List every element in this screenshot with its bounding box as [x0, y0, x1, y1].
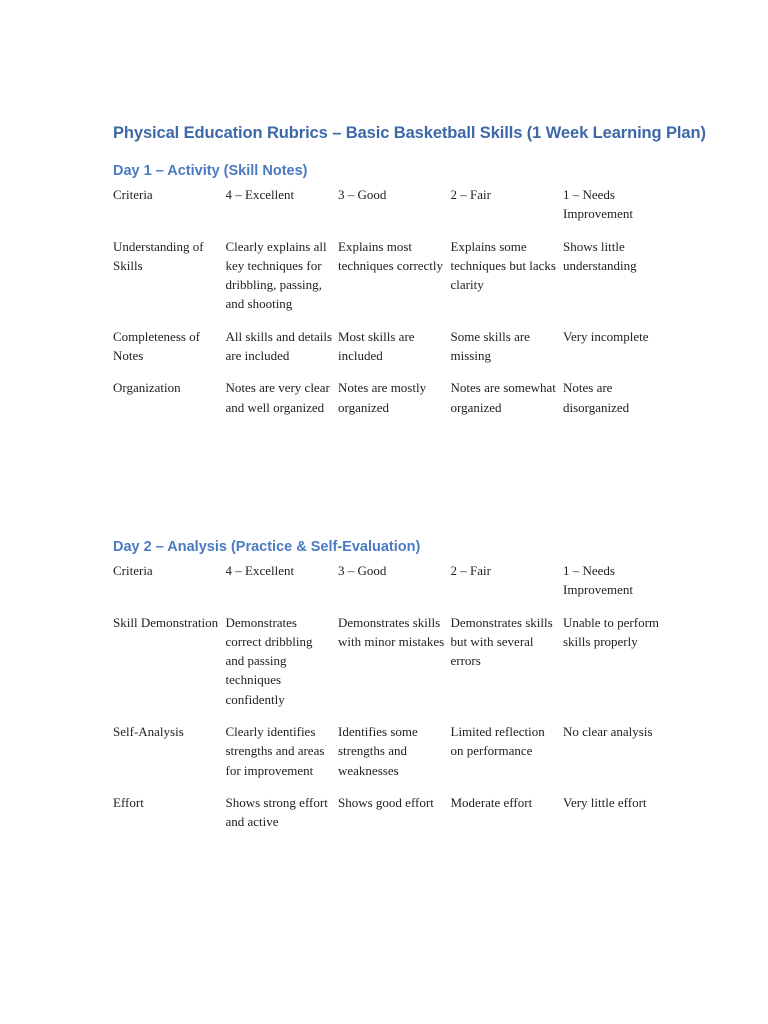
- column-header: 4 – Excellent: [225, 563, 295, 578]
- column-header: 2 – Fair: [450, 187, 491, 202]
- column-header: Criteria: [113, 187, 153, 202]
- table-cell: Explains some techniques but lacks clarity: [450, 238, 556, 293]
- table-header-row: [113, 561, 676, 613]
- table-row: [113, 793, 676, 845]
- table-cell: Very little effort: [563, 794, 647, 810]
- column-header: 3 – Good: [338, 187, 387, 202]
- criteria-cell: Completeness of Notes: [113, 328, 201, 364]
- table-row: [113, 327, 676, 379]
- table-cell: No clear analysis: [563, 724, 653, 740]
- table-cell: Shows good effort: [338, 794, 434, 810]
- table-cell: Demonstrates skills but with several errors: [450, 614, 553, 669]
- rubric-table-day-2: [113, 561, 676, 845]
- table-cell: Some skills are missing: [450, 328, 530, 364]
- table-row: [113, 237, 676, 327]
- criteria-cell: Effort: [113, 794, 144, 810]
- criteria-cell: Self-Analysis: [113, 724, 184, 740]
- table-cell: Most skills are included: [338, 328, 415, 364]
- section-heading-day-2: Day 2 – Analysis (Practice & Self-Evaluation): [113, 539, 421, 555]
- table-cell: Shows strong effort and active: [225, 794, 328, 830]
- table-cell: Demonstrates correct dribbling and passing techniques confidently: [225, 614, 313, 707]
- document-title: Physical Education Rubrics – Basic Basketball Skills (1 Week Learning Plan): [113, 124, 706, 142]
- table-row: [113, 613, 676, 722]
- table-cell: Unable to perform skills properly: [563, 614, 660, 649]
- column-header: 2 – Fair: [450, 563, 491, 578]
- table-cell: Notes are disorganized: [563, 380, 630, 415]
- table-cell: Moderate effort: [450, 794, 533, 810]
- column-header: 4 – Excellent: [225, 187, 295, 202]
- table-cell: Explains most techniques correctly: [338, 238, 444, 273]
- criteria-cell: Organization: [113, 380, 181, 396]
- column-header: 1 – Needs Improvement: [563, 187, 634, 222]
- table-cell: All skills and details are included: [225, 328, 333, 364]
- table-cell: Clearly identifies strengths and areas for improvement: [225, 724, 325, 778]
- table-cell: Shows little understanding: [563, 238, 637, 273]
- column-header: 3 – Good: [338, 563, 387, 578]
- rubric-table-day-1: [113, 185, 676, 430]
- table-header-row: [113, 185, 676, 237]
- column-header: 1 – Needs Improvement: [563, 563, 634, 598]
- table-cell: Limited reflection on performance: [450, 724, 545, 759]
- section-heading-day-1: Day 1 – Activity (Skill Notes): [113, 163, 308, 179]
- table-cell: Notes are somewhat organized: [450, 380, 556, 415]
- table-row: [113, 722, 676, 793]
- criteria-cell: Understanding of Skills: [113, 238, 204, 273]
- table-cell: Very incomplete: [563, 328, 649, 344]
- table-cell: Notes are mostly organized: [338, 380, 427, 415]
- table-cell: Identifies some strengths and weaknesses: [338, 724, 418, 778]
- criteria-cell: Skill Demonstration: [113, 614, 219, 630]
- table-cell: Clearly explains all key techniques for dribbling, passing, and shooting: [225, 238, 327, 312]
- table-cell: Demonstrates skills with minor mistakes: [338, 614, 445, 649]
- table-cell: Notes are very clear and well organized: [225, 380, 330, 415]
- table-row: [113, 378, 676, 430]
- column-header: Criteria: [113, 563, 153, 578]
